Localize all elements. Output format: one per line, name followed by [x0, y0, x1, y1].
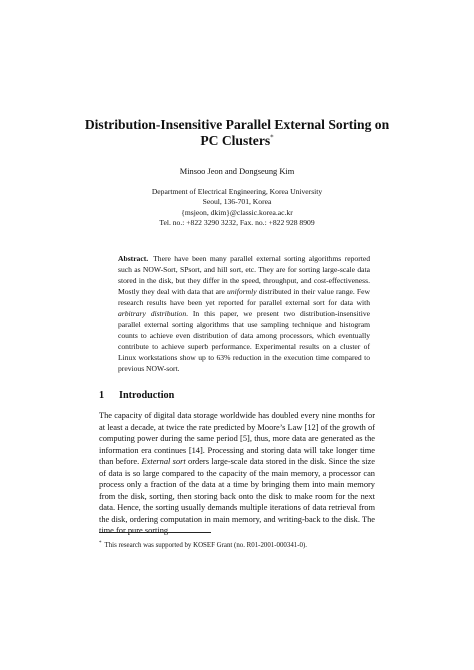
affiliation-city: Seoul, 136-701, Korea — [202, 197, 272, 207]
intro-paragraph — [99, 410, 375, 537]
section-title: Introduction — [119, 390, 175, 401]
abstract-paragraph — [118, 254, 370, 374]
author-list: Minsoo Jeon and Dongseung Kim — [179, 167, 295, 176]
title-line-1: Distribution-Insensitive Parallel External Sorting on — [84, 117, 390, 132]
intro-emphasis-1: External sort — [141, 457, 186, 467]
abstract-text-2: distributed in their value range. Few research results have been yet reported for parallel external sort for data with — [118, 286, 370, 307]
title-line-2 — [60, 133, 414, 149]
footnote-mark: * — [99, 540, 102, 546]
footnote-text: This research was supported by KOSEF Grant (no. R01-2001-000341-0). — [104, 542, 307, 549]
section-number: 1 — [99, 390, 105, 401]
affiliation-email: {msjeon, dkim}@classic.korea.ac.kr — [181, 207, 293, 217]
intro-text-2: orders large-scale data stored in the disk. Since the size of data is so large compared to the capacity of the main memory, a processor can process only a fraction of the data at a time by bringing them into main memory from the disk, sorting, then storing back onto the disk to make room for the next data. Hence, the sorting usually demands multiple iterations of data retrieval from the disk, ordering computation in main memory, and writing-back to the disk. The time for pure sorting — [99, 457, 375, 536]
title-line-2-text: PC Clusters — [200, 133, 271, 148]
abstract-text-1: There have been many parallel external sorting algorithms reported such as NOW-Sort, SPsort, and hill sort, etc. They are for sorting large-scale data stored in the disk, but they differ in the speed, throughput, and cost-effectiveness. Mostly they deal with data that are — [118, 254, 370, 296]
affiliation-department: Department of Electrical Engineering, Korea University — [151, 187, 323, 196]
abstract-emphasis-2: arbitrary distribution — [118, 308, 187, 318]
section-heading — [99, 389, 174, 402]
title-footnote-mark: * — [270, 133, 274, 142]
intro-text-1: The capacity of digital data storage worldwide has doubled every nine months for at least a decade, at twice the rate predicted by Moore’s Law [12] of the growth of computing power during the same period [5], thus, more data are generated as the information era continues [14]. Processing and storing data will take longer time than before. — [99, 411, 375, 467]
affiliation-block — [60, 187, 414, 229]
abstract-emphasis-1: uniformly — [227, 286, 257, 296]
abstract-text-3: . In this paper, we present two distribution-insensitive parallel external sorting algorithms that use sampling technique and histogram counts to achieve even distribution of data among processors, which eventually contribute to achieve superb performance. Experimental results on a cluster of Linux workstations show up to 63% reduction in the execution time compared to previous NOW-sort. — [118, 308, 370, 373]
footnote — [99, 541, 307, 550]
paper-title — [60, 117, 414, 149]
affiliation-phone: Tel. no.: +822 3290 3232, Fax. no.: +822 928 8909 — [159, 218, 315, 228]
footnote-rule — [99, 532, 211, 533]
abstract-label: Abstract. — [118, 254, 149, 263]
